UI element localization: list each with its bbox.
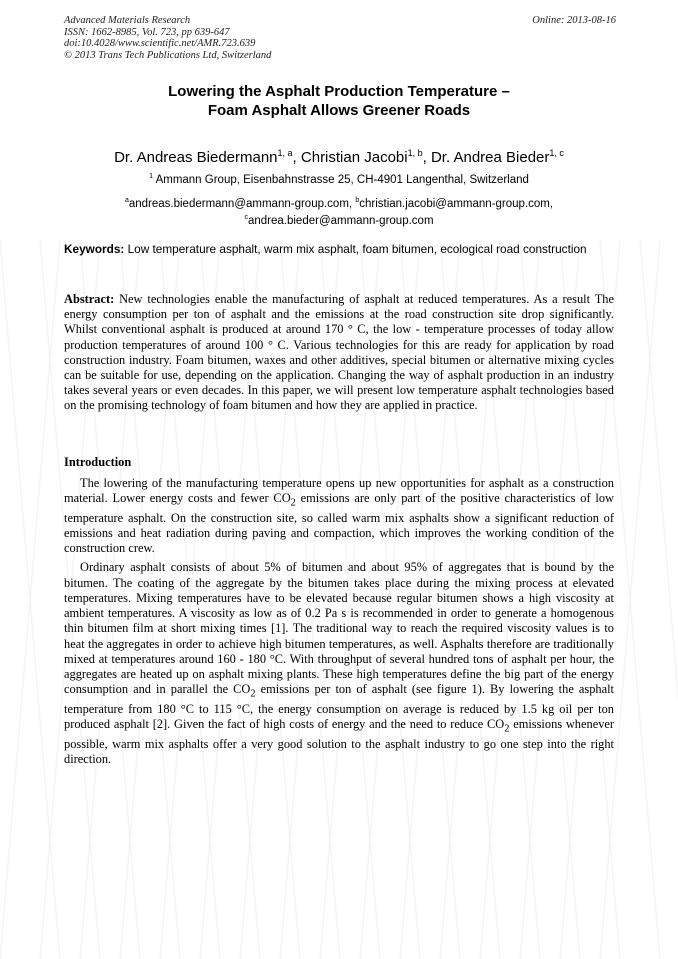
intro-paragraph-1 bbox=[64, 476, 614, 556]
section-heading-introduction: Introduction bbox=[64, 455, 132, 469]
intro-p1-part-a: The lowering of the manufacturing temperature opens up new opportunities for asphalt as a construction material. Lower energy costs and fewer CO bbox=[64, 476, 614, 506]
email-c[interactable]: andrea.bieder@ammann-group.com bbox=[247, 214, 434, 227]
intro-p1-sub: 2 bbox=[290, 497, 296, 509]
author-1: Dr. Andreas Biedermann bbox=[114, 149, 278, 166]
introduction-body bbox=[64, 476, 614, 771]
intro-p2-part-b: emissions per ton of asphalt (see figure 1). By lowering the asphalt temperature from 180 °C to 115 °C, the energy consumption on average is reduced by 1.5 kg oil per ton produced asphalt [2]. Given the fact of high costs of energy and the need to reduce CO bbox=[64, 682, 614, 731]
intro-p1-part-b: emissions are only part of the positive characteristics of low temperature asphalt. On the construction site, so called warm mix asphalts show a significant reduction of emissions and heat radiation during paving and compaction, which improves the working condition of the construction crew. bbox=[64, 491, 615, 556]
email-b-sup: b bbox=[355, 197, 360, 204]
email-a[interactable]: andreas.biedermann@ammann-group.com, bbox=[128, 197, 353, 210]
keywords bbox=[64, 242, 614, 257]
title-line-1: Lowering the Asphalt Production Temperature – bbox=[168, 83, 510, 100]
intro-p2-part-c: emissions whenever possible, warm mix asphalts offer a very good solution to the asphalt industry to go one step into the right direction. bbox=[64, 716, 615, 766]
email-a-sup: a bbox=[124, 197, 129, 204]
intro-p2-sub-2: 2 bbox=[504, 723, 510, 735]
author-3: Dr. Andrea Bieder bbox=[430, 149, 550, 166]
email-b[interactable]: christian.jacobi@ammann-group.com, bbox=[359, 197, 554, 210]
abstract-label: Abstract: bbox=[64, 292, 115, 306]
keywords-label: Keywords: bbox=[64, 242, 125, 256]
author-3-sup: 1, c bbox=[549, 148, 564, 158]
online-date: Online: 2013-08-16 bbox=[532, 15, 616, 26]
author-list: Dr. Andreas Biedermann$^{1, a}$, Christian Jacobi$^{1, b}$, Dr. Andrea Bieder$^{1, c}$ bbox=[114, 148, 564, 166]
paper-title bbox=[64, 82, 614, 120]
keywords-text: Low temperature asphalt, warm mix asphalt, foam bitumen, ecological road construction bbox=[127, 242, 587, 256]
email-list bbox=[64, 194, 614, 228]
affiliation-sup: 1 bbox=[149, 173, 153, 180]
author-2: Christian Jacobi bbox=[300, 149, 408, 166]
author-1-sup: 1, a bbox=[277, 148, 293, 158]
journal-issn: ISSN: 1662-8985, Vol. 723, pp 639-647 bbox=[64, 26, 230, 38]
journal-doi: doi:10.4028/www.scientific.net/AMR.723.639 bbox=[64, 38, 256, 49]
author-2-sup: 1, b bbox=[407, 148, 423, 158]
journal-copyright: © 2013 Trans Tech Publications Ltd, Switzerland bbox=[64, 49, 272, 61]
affiliation bbox=[64, 173, 614, 186]
intro-p2-part-a: Ordinary asphalt consists of about 5% of bitumen and about 95% of aggregates that is bound by the bitumen. The coating of the aggregate by the bitumen takes place during the mixing process at elevated temperatures. Mixing temperatures have to be elevated because regular bitumen shows a high viscosity at ambient temperatures. A viscosity as low as of 0.2 Pa s is recommended in order to generate a homogenous thin bitumen film at short mixing times [1]. The traditional way to reach the required viscosity values is to heat the aggregates in order to achieve high bitumen temperatures, as well. Asphalts therefore are traditionally mixed at temperatures around 160 - 180 °C. With throughput of several hundred tons of asphalt per hour, the aggregates are heated up on asphalt mixing plants. These high temperatures define the big part of the energy consumption and in parallel the CO bbox=[64, 560, 614, 697]
intro-paragraph-2 bbox=[64, 560, 614, 767]
affiliation-text: Ammann Group, Eisenbahnstrasse 25, CH-4901 Langenthal, Switzerland bbox=[155, 173, 529, 186]
journal-header bbox=[64, 15, 271, 61]
journal-name: Advanced Materials Research bbox=[64, 15, 191, 26]
abstract-text: New technologies enable the manufacturing of asphalt at reduced temperatures. As a result The energy consumption per ton of asphalt and the emissions at the road construction site drop significantly. Whilst conventional asphalt is produced at around 170 ° C, the low - temperature processes of today allow production temperatures of around 100 ° C. Various technologies for this are ready for application by road construction industry. Foam bitumen, waxes and other additives, special bitumen or alternative mixing cycles can be suitable for use, depending on the application. Changing the way of asphalt production in an industry takes several years or even decades. In this paper, we will present low temperature asphalt technologies based on the promising technology of foam bitumen and how they are applied in practice. bbox=[64, 292, 614, 413]
title-line-2: Foam Asphalt Allows Greener Roads bbox=[207, 102, 471, 119]
intro-p2-sub-1: 2 bbox=[250, 688, 256, 700]
email-c-sup: c bbox=[244, 213, 248, 221]
abstract bbox=[64, 292, 614, 414]
